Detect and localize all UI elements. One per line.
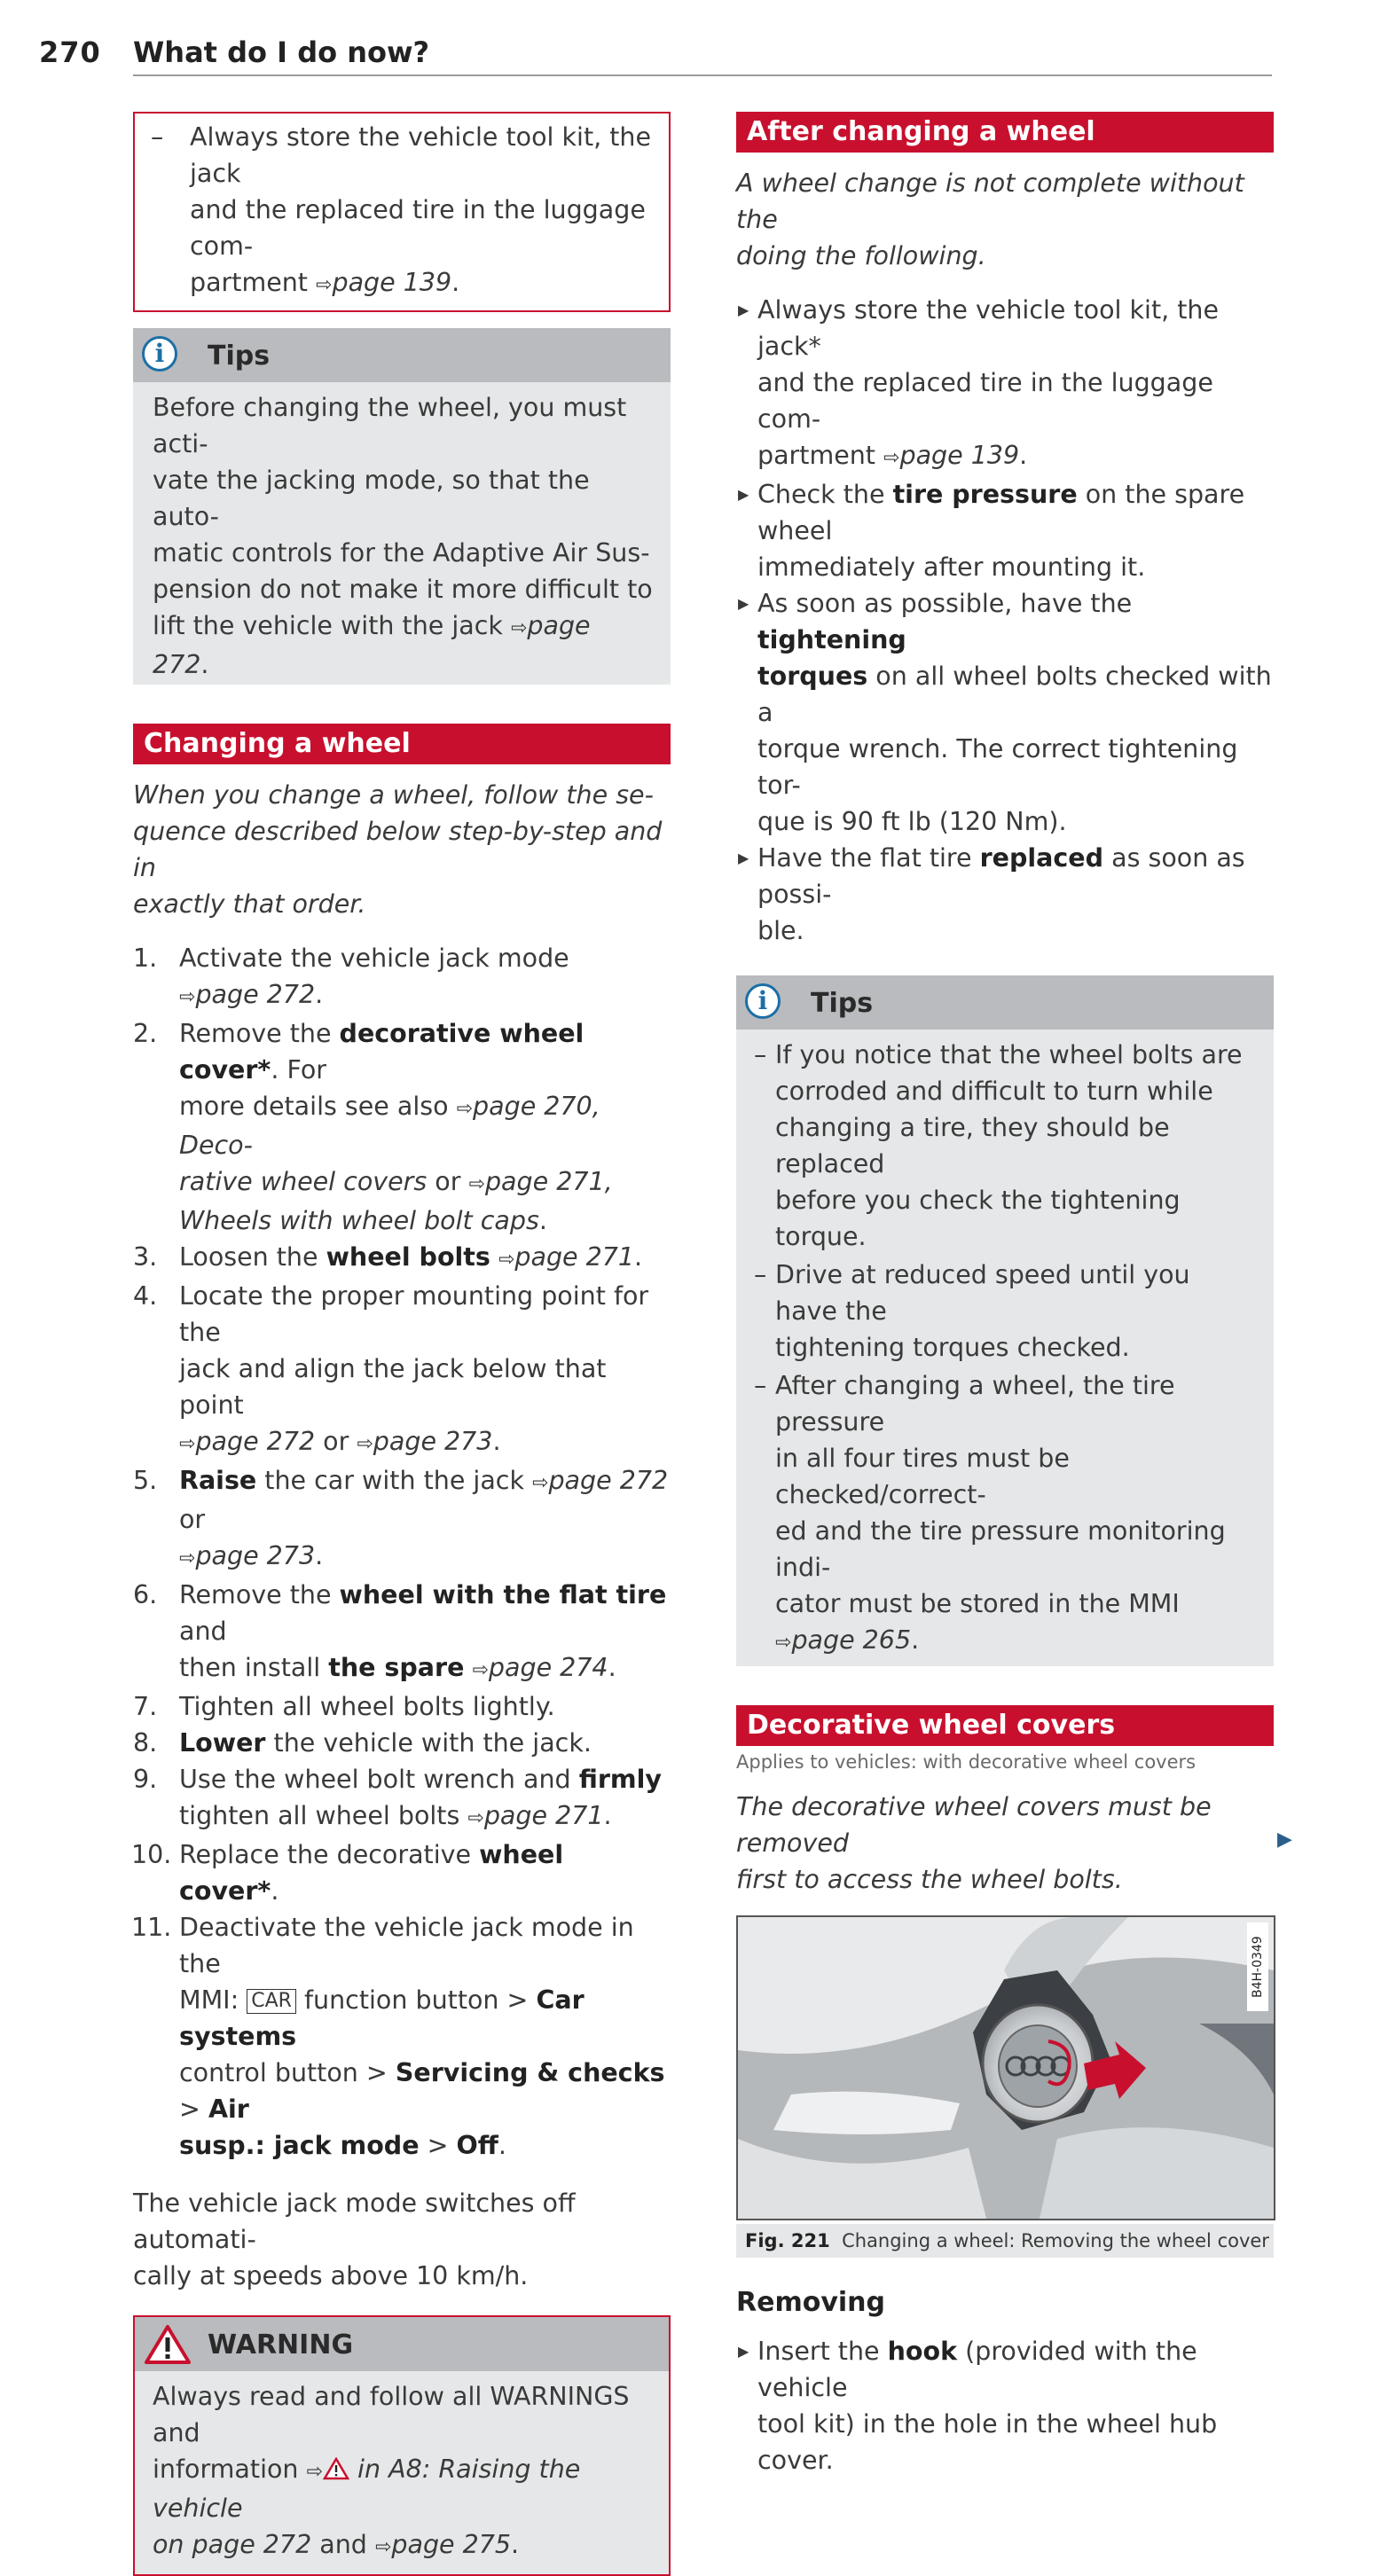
arrow-icon: ⇨ <box>468 1173 485 1195</box>
step-10: 10. Replace the decorative wheel cover*. <box>131 1840 564 1906</box>
page-link[interactable]: page 273 <box>373 1427 493 1456</box>
left-column <box>133 112 671 2576</box>
step-7: 7. Tighten all wheel bolts lightly. <box>133 1692 555 1721</box>
tips-header <box>133 328 671 382</box>
after-bullets <box>736 292 1274 949</box>
bullet-item: ▶ Insert the hook (provided with the vehicle tool kit) in the hole in the wheel hub cover. <box>736 2333 1274 2478</box>
info-icon: i <box>745 983 781 1019</box>
bullet-triangle-icon: ▶ <box>738 301 749 318</box>
tips-body <box>736 1030 1274 1666</box>
page-link[interactable]: page 272 <box>153 611 591 679</box>
arrow-icon: ⇨ <box>179 986 196 1008</box>
arrow-icon: ⇨ <box>883 447 900 469</box>
arrow-icon: ⇨ <box>510 617 528 639</box>
jack-mode-note: The vehicle jack mode switches off automati- cally at speeds above 10 km/h. <box>133 2188 576 2290</box>
warning-header <box>135 2317 669 2371</box>
step-1: 1. Activate the vehicle jack mode ⇨page 272. <box>133 943 569 1009</box>
arrow-icon: ⇨ <box>357 1433 373 1455</box>
bullet-triangle-icon: ▶ <box>738 595 749 612</box>
arrow-icon: ⇨ <box>179 1433 196 1455</box>
arrow-icon: ⇨ <box>467 1807 484 1829</box>
wheel-cover-figure <box>736 1915 1275 2220</box>
info-icon: i <box>142 336 177 372</box>
page-link[interactable]: page 270, Deco- <box>179 1092 600 1160</box>
page-link[interactable]: page 271, <box>484 1167 613 1196</box>
arrow-icon: ⇨ <box>316 274 333 296</box>
page-link[interactable]: page 274 <box>488 1653 608 1682</box>
covers-intro: The decorative wheel covers must be removed first to access the wheel bolts. <box>736 1792 1212 1894</box>
tips-header <box>736 975 1274 1030</box>
arrow-icon: ⇨ <box>374 2536 392 2558</box>
warning-icon <box>144 2324 192 2365</box>
step-6: 6. Remove the wheel with the flat tire and then install the spare ⇨page 274. <box>133 1580 667 1682</box>
bullet-item: ▶ Check the tire pressure on the spare wheel immediately after mounting it. <box>736 476 1274 585</box>
page-link[interactable]: in A8: Raising the vehicle <box>153 2455 581 2523</box>
after-intro: A wheel change is not complete without the doing the following. <box>736 168 1244 270</box>
wheel-illustration <box>738 1917 1274 2219</box>
page-link[interactable]: page 275 <box>391 2530 512 2559</box>
page-link[interactable]: page 272 <box>195 1427 316 1456</box>
header-rule <box>133 74 1272 76</box>
tips-heading: Tips <box>811 988 874 1019</box>
page-link[interactable]: page 265 <box>791 1625 912 1655</box>
tip-item: – If you notice that the wheel bolts are corroded and difficult to turn while changing a tire, they should be replaced before you check the tightening torque. <box>754 1040 1243 1251</box>
right-column <box>736 112 1274 2478</box>
tips-box-left <box>133 328 671 685</box>
tips-body: Before changing the wheel, you must acti- vate the jacking mode, so that the auto- matic controls for the Adaptive Air Sus- pension do not make it more difficult to lift the vehicle with the jack ⇨page 272. <box>153 393 653 679</box>
storage-note: – Always store the vehicle tool kit, the jack and the replaced tire in the luggage com- partment ⇨page 139. <box>151 122 652 297</box>
continue-arrow-icon: ▶ <box>1277 1828 1292 1851</box>
page-title: What do I do now? <box>133 35 430 69</box>
tip-item: – Drive at reduced speed until you have the tightening torques checked. <box>754 1260 1190 1362</box>
warning-heading: WARNING <box>208 2329 354 2361</box>
tips-box-right <box>736 975 1274 1666</box>
steps-list <box>133 940 671 2164</box>
arrow-icon: ⇨ <box>532 1472 549 1494</box>
step-5: 5. Raise the car with the jack ⇨page 272 or ⇨page 273. <box>133 1466 669 1570</box>
page-link[interactable]: page 271 <box>514 1242 635 1272</box>
warning-small-icon <box>323 2457 349 2480</box>
car-button-key: CAR <box>247 1989 296 2014</box>
step-9: 9. Use the wheel bolt wrench and firmly tighten all wheel bolts ⇨page 271. <box>133 1765 662 1830</box>
warning-body: Always read and follow all WARNINGS and information ⇨ in A8: Raising the vehicle on page 272 and ⇨page 275. <box>153 2382 630 2559</box>
applies-note: Applies to vehicles: with decorative wheel covers <box>736 1751 1197 1773</box>
bullet-triangle-icon: ▶ <box>738 2343 749 2360</box>
step-8: 8. Lower the vehicle with the jack. <box>133 1728 592 1758</box>
bullet-item: ▶ Always store the vehicle tool kit, the jack* and the replaced tire in the luggage com- partment ⇨page 139. <box>736 292 1274 476</box>
bullet-triangle-icon: ▶ <box>738 850 749 866</box>
step-11: 11. Deactivate the vehicle jack mode in the MMI: CAR function button > Car systems control button > Servicing & checks > Air susp.: jack mode > Off. <box>131 1913 665 2160</box>
arrow-icon: ⇨ <box>498 1249 515 1271</box>
tips-heading: Tips <box>208 341 271 372</box>
page-link[interactable]: page 273 <box>195 1541 316 1570</box>
warning-box <box>133 2315 671 2576</box>
page-link[interactable]: page 139 <box>899 441 1020 470</box>
page-link[interactable]: page 271 <box>483 1801 604 1830</box>
storage-note-box <box>133 112 671 312</box>
section-heading-covers: Decorative wheel covers <box>736 1705 1274 1746</box>
arrow-icon: ⇨ <box>775 1632 792 1654</box>
page-link[interactable]: page 272 <box>195 980 316 1009</box>
section-heading-after: After changing a wheel <box>736 112 1274 153</box>
page-link[interactable]: page 139 <box>332 268 452 297</box>
figure-id: B4H-0349 <box>1247 1922 1268 2011</box>
arrow-icon: ⇨ <box>456 1098 474 1120</box>
page-link[interactable]: page 272 <box>548 1466 669 1495</box>
step-3: 3. Loosen the wheel bolts ⇨page 271. <box>133 1242 643 1272</box>
figure-caption: Fig. 221 Changing a wheel: Removing the wheel cover <box>736 2224 1274 2258</box>
step-2: 2. Remove the decorative wheel cover*. For more details see also ⇨page 270, Deco- rative wheel covers or ⇨page 271, Wheels with wheel bolt caps. <box>133 1019 613 1235</box>
section-heading-changing: Changing a wheel <box>133 724 671 764</box>
arrow-icon: ⇨ <box>306 2461 323 2483</box>
step-4: 4. Locate the proper mounting point for the jack and align the jack below that point ⇨page 272 or ⇨page 273. <box>133 1281 649 1456</box>
arrow-icon: ⇨ <box>472 1659 489 1681</box>
changing-intro: When you change a wheel, follow the se- quence described below step-by-step and in exactly that order. <box>133 780 663 919</box>
page-number: 270 <box>39 35 101 69</box>
removing-heading: Removing <box>736 2287 885 2318</box>
arrow-icon: ⇨ <box>179 1547 196 1570</box>
bullet-triangle-icon: ▶ <box>738 486 749 503</box>
bullet-item: ▶ Have the flat tire replaced as soon as possi- ble. <box>736 840 1274 949</box>
tip-item: – After changing a wheel, the tire pressure in all four tires must be checked/correct- ed and the tire pressure monitoring indi- cator must be stored in the MMI ⇨page 265. <box>754 1371 1226 1655</box>
bullet-item: ▶ As soon as possible, have the tightening torques on all wheel bolts checked with a torque wrench. The correct tightening tor- que is 90 ft lb (120 Nm). <box>736 585 1274 840</box>
